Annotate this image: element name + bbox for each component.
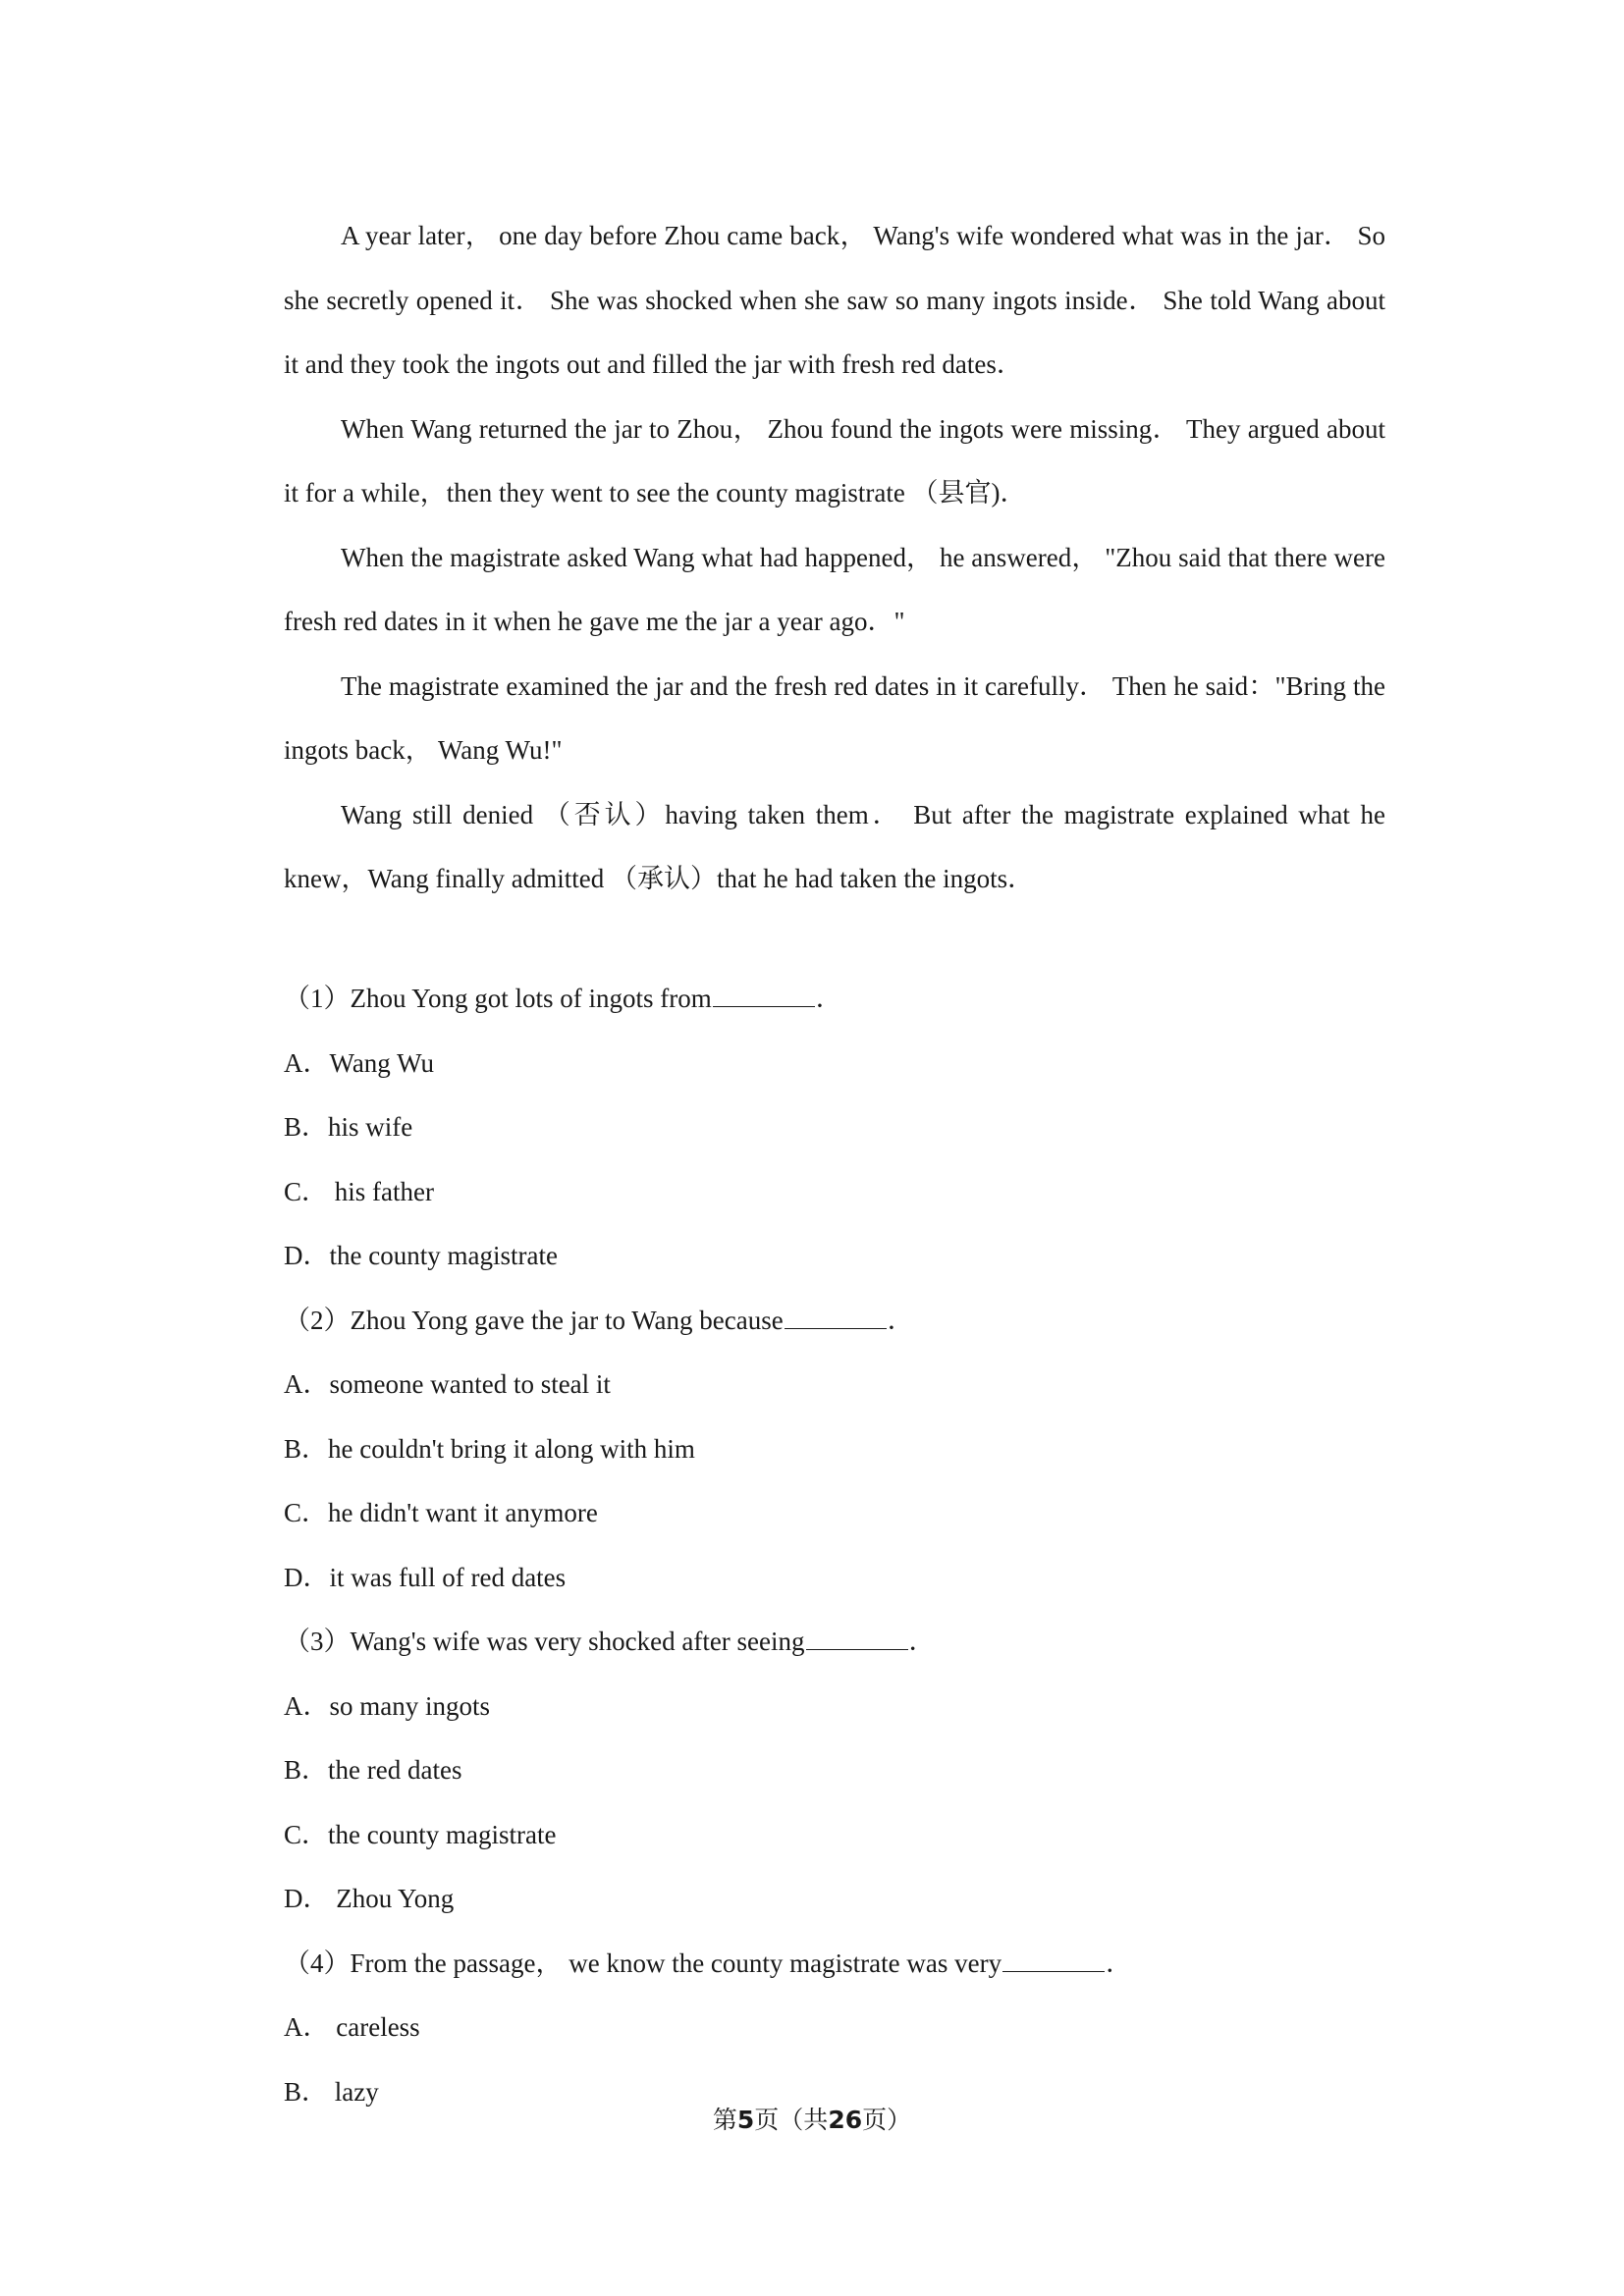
question-3-option-c: C．the county magistrate [284, 1819, 557, 1849]
answer-blank [806, 1628, 908, 1650]
question-3-stem [284, 1610, 1385, 1675]
question-1-text: （1）Zhou Yong got lots of ingots from [284, 984, 712, 1013]
question-3-option-b: B．the red dates [284, 1755, 462, 1785]
question-4-stem [284, 1932, 1385, 1997]
footer-middle: 页（共 [754, 2106, 829, 2134]
question-1-option-b: B．his wife [284, 1112, 413, 1142]
passage-paragraph-3: When the magistrate asked Wang what had happened， he answered， "Zhou said that there were fresh red dates in it when he gave me the jar a year ago．" [284, 542, 1385, 636]
question-3-end: ． [908, 1627, 936, 1656]
question-4-option-b: B． lazy [284, 2076, 379, 2107]
question-2-stem [284, 1289, 1385, 1354]
footer-prefix: 第 [712, 2106, 737, 2134]
page-footer [0, 2101, 1624, 2136]
reading-passage [284, 204, 1385, 912]
question-2-text: （2）Zhou Yong gave the jar to Wang because [284, 1305, 784, 1335]
answer-blank [1002, 1949, 1105, 1972]
passage-paragraph-1: A year later， one day before Zhou came back， Wang's wife wondered what was in the jar． So she secretly opened it． She was shocked when she saw so many ingots inside． She told Wang about it and they took the ingots out and filled the jar with fresh red dates． [284, 221, 1385, 379]
footer-total-pages: 26 [828, 2106, 863, 2134]
question-1-end: ． [815, 984, 842, 1013]
answer-blank [713, 985, 815, 1007]
question-3-option-a: A．so many ingots [284, 1690, 491, 1721]
question-3-text: （3）Wang's wife was very shocked after seeing [284, 1627, 805, 1656]
question-list [284, 967, 1385, 2124]
question-4-text: （4）From the passage， we know the county magistrate was very [284, 1948, 1002, 1978]
question-1-stem [284, 967, 1385, 1032]
passage-paragraph-2: When Wang returned the jar to Zhou， Zhou found the ingots were missing． They argued about it for a while，then they went to see the county magistrate （县官)． [284, 413, 1385, 507]
question-4-option-a: A． careless [284, 2012, 420, 2042]
passage-paragraph-4: The magistrate examined the jar and the fresh red dates in it carefully． Then he said："Bring the ingots back， Wang Wu!" [284, 670, 1385, 765]
question-2-option-a: A．someone wanted to steal it [284, 1369, 611, 1399]
question-1-option-c: C． his father [284, 1176, 434, 1206]
answer-blank [785, 1307, 887, 1329]
footer-page-number: 5 [736, 2106, 755, 2134]
question-2-option-d: D．it was full of red dates [284, 1562, 567, 1592]
question-1-option-a: A．Wang Wu [284, 1047, 434, 1078]
question-4-end: ． [1106, 1948, 1133, 1978]
passage-paragraph-5: Wang still denied （否认）having taken them． But after the magistrate explained what he knew，Wang finally admitted （承认）that he had taken the ingots． [284, 799, 1385, 893]
question-3-option-d: D． Zhou Yong [284, 1884, 455, 1913]
footer-suffix: 页） [862, 2106, 912, 2134]
question-2-end: ． [887, 1305, 914, 1335]
question-2-option-b: B．he couldn't bring it along with him [284, 1433, 695, 1464]
question-1-option-d: D．the county magistrate [284, 1241, 558, 1270]
question-2-option-c: C．he didn't want it anymore [284, 1498, 598, 1527]
